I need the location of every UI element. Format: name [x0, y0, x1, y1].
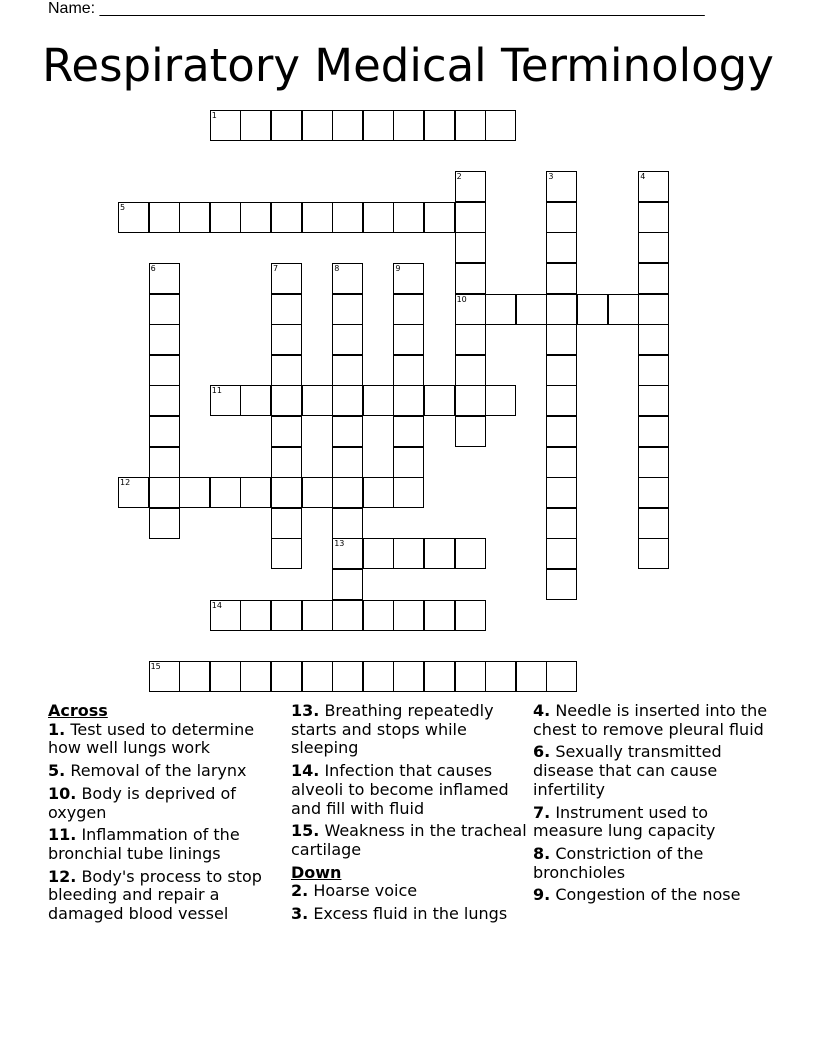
- clue-number: 7: [273, 264, 279, 273]
- grid-cell[interactable]: [455, 538, 486, 569]
- grid-cell[interactable]: [332, 385, 363, 416]
- grid-cell[interactable]: [546, 569, 577, 600]
- grid-cell[interactable]: [638, 416, 669, 447]
- grid-cell[interactable]: [332, 508, 363, 539]
- grid-cell[interactable]: [149, 661, 180, 692]
- grid-cell[interactable]: [149, 294, 180, 325]
- clue-number: 8: [334, 264, 340, 273]
- grid-cell[interactable]: [332, 416, 363, 447]
- grid-cell[interactable]: [485, 661, 516, 692]
- grid-cell[interactable]: [393, 294, 424, 325]
- grid-cell[interactable]: [485, 294, 516, 325]
- clue-across-11: 11. Inflammation of the bronchial tube linings: [48, 825, 240, 863]
- grid-cell[interactable]: [179, 661, 210, 692]
- clue-number: 2: [456, 172, 462, 182]
- grid-cell[interactable]: [271, 263, 302, 294]
- grid-cell[interactable]: [118, 202, 149, 233]
- clue-number: 14: [211, 600, 222, 610]
- grid-cell[interactable]: [271, 202, 302, 233]
- grid-cell[interactable]: [424, 385, 455, 416]
- clue-number: 9: [395, 264, 401, 273]
- grid-cell[interactable]: [393, 202, 424, 233]
- grid-cell[interactable]: [210, 202, 241, 233]
- grid-cell[interactable]: [455, 294, 486, 325]
- grid-cell[interactable]: [546, 661, 577, 692]
- clue-number: 5: [120, 202, 126, 212]
- grid-cell[interactable]: [271, 600, 302, 631]
- grid-cell[interactable]: [455, 263, 486, 294]
- clue-across-10: 10. Body is deprived of oxygen: [48, 783, 236, 822]
- grid-cell[interactable]: [149, 477, 180, 508]
- grid-cell[interactable]: [149, 263, 180, 294]
- grid-cell[interactable]: [393, 538, 424, 569]
- grid-cell[interactable]: [363, 538, 394, 569]
- grid-cell[interactable]: [332, 600, 363, 631]
- grid-cell[interactable]: [332, 263, 363, 294]
- grid-cell[interactable]: [210, 477, 241, 508]
- grid-cell[interactable]: [302, 385, 333, 416]
- grid-cell[interactable]: [363, 385, 394, 416]
- grid-cell[interactable]: [332, 538, 363, 569]
- clue-number: 3: [548, 172, 554, 182]
- grid-cell[interactable]: [608, 294, 639, 325]
- grid-cell[interactable]: [210, 385, 241, 416]
- grid-cell[interactable]: [516, 294, 547, 325]
- clue-down-3: 3. Excess fluid in the lungs: [291, 904, 508, 924]
- clues-column-3: [533, 702, 773, 909]
- grid-cell[interactable]: [546, 538, 577, 569]
- grid-cell[interactable]: [546, 263, 577, 294]
- clue-across-15: 15. Weakness in the tracheal cartilage: [291, 821, 527, 859]
- grid-cell[interactable]: [393, 385, 424, 416]
- grid-cell[interactable]: [240, 600, 271, 631]
- grid-cell[interactable]: [638, 232, 669, 263]
- grid-cell[interactable]: [546, 385, 577, 416]
- grid-cell[interactable]: [363, 661, 394, 692]
- clue-down-8: 8. Constriction of the bronchioles: [533, 843, 704, 882]
- clue-down-9: 9. Congestion of the nose: [533, 885, 741, 905]
- grid-cell[interactable]: [363, 600, 394, 631]
- grid-cell[interactable]: [638, 263, 669, 294]
- grid-cell[interactable]: [149, 355, 180, 386]
- clue-number: 11: [211, 386, 222, 396]
- grid-cell[interactable]: [546, 324, 577, 355]
- grid-cell[interactable]: [271, 110, 302, 141]
- grid-cell[interactable]: [638, 355, 669, 386]
- grid-cell[interactable]: [424, 110, 455, 141]
- grid-cell[interactable]: [455, 324, 486, 355]
- clue-across-13: 13. Breathing repeatedly starts and stops while sleeping: [291, 701, 494, 758]
- clue-number: 12: [120, 478, 131, 488]
- clue-number: 13: [334, 539, 345, 549]
- grid-cell[interactable]: [455, 416, 486, 447]
- grid-cell[interactable]: [210, 110, 241, 141]
- grid-cell[interactable]: [302, 202, 333, 233]
- clues-column-2: [291, 702, 527, 928]
- grid-cell[interactable]: [638, 202, 669, 233]
- grid-cell[interactable]: [149, 324, 180, 355]
- grid-cell[interactable]: [302, 600, 333, 631]
- grid-cell[interactable]: [179, 202, 210, 233]
- grid-cell[interactable]: [424, 538, 455, 569]
- clues-column-1: [48, 702, 280, 928]
- grid-cell[interactable]: [271, 355, 302, 386]
- grid-cell[interactable]: [455, 110, 486, 141]
- grid-cell[interactable]: [393, 447, 424, 478]
- grid-cell[interactable]: [393, 355, 424, 386]
- grid-cell[interactable]: [240, 110, 271, 141]
- grid-cell[interactable]: [332, 355, 363, 386]
- down-heading: Down: [291, 862, 342, 882]
- grid-cell[interactable]: [546, 232, 577, 263]
- grid-cell[interactable]: [149, 202, 180, 233]
- grid-cell[interactable]: [240, 661, 271, 692]
- clue-number: 6: [150, 264, 156, 273]
- clue-down-7: 7. Instrument used to measure lung capacity: [533, 802, 716, 841]
- grid-cell[interactable]: [271, 447, 302, 478]
- grid-cell[interactable]: [424, 202, 455, 233]
- grid-cell[interactable]: [271, 477, 302, 508]
- grid-cell[interactable]: [546, 477, 577, 508]
- clue-across-14: 14. Infection that causes alveoli to become inflamed and fill with fluid: [291, 761, 509, 818]
- grid-cell[interactable]: [240, 202, 271, 233]
- grid-cell[interactable]: [455, 600, 486, 631]
- grid-cell[interactable]: [240, 477, 271, 508]
- clue-number: 4: [640, 172, 646, 182]
- grid-cell[interactable]: [638, 171, 669, 202]
- grid-cell[interactable]: [546, 202, 577, 233]
- grid-cell[interactable]: [363, 202, 394, 233]
- grid-cell[interactable]: [455, 232, 486, 263]
- grid-cell[interactable]: [393, 416, 424, 447]
- clue-down-2: 2. Hoarse voice: [291, 881, 418, 901]
- grid-cell[interactable]: [271, 416, 302, 447]
- grid-cell[interactable]: [363, 110, 394, 141]
- grid-cell[interactable]: [149, 385, 180, 416]
- grid-cell[interactable]: [577, 294, 608, 325]
- grid-cell[interactable]: [210, 661, 241, 692]
- grid-cell[interactable]: [638, 385, 669, 416]
- grid-cell[interactable]: [638, 508, 669, 539]
- grid-cell[interactable]: [424, 600, 455, 631]
- grid-cell[interactable]: [271, 385, 302, 416]
- clue-number: 15: [150, 661, 161, 671]
- grid-cell[interactable]: [271, 508, 302, 539]
- grid-cell[interactable]: [455, 171, 486, 202]
- grid-cell[interactable]: [271, 324, 302, 355]
- grid-cell[interactable]: [302, 110, 333, 141]
- grid-cell[interactable]: [424, 661, 455, 692]
- clue-number: 10: [456, 294, 467, 304]
- grid-cell[interactable]: [332, 661, 363, 692]
- clue-down-6: 6. Sexually transmitted disease that can cause infertility: [533, 742, 722, 799]
- grid-cell[interactable]: [271, 294, 302, 325]
- grid-cell[interactable]: [638, 447, 669, 478]
- grid-cell[interactable]: [393, 661, 424, 692]
- grid-cell[interactable]: [546, 508, 577, 539]
- grid-cell[interactable]: [638, 294, 669, 325]
- grid-cell[interactable]: [332, 447, 363, 478]
- page-title: Respiratory Medical Terminology: [42, 39, 774, 92]
- grid-cell[interactable]: [271, 661, 302, 692]
- grid-cell[interactable]: [455, 202, 486, 233]
- grid-cell[interactable]: [638, 538, 669, 569]
- grid-cell[interactable]: [149, 447, 180, 478]
- grid-cell[interactable]: [118, 477, 149, 508]
- grid-cell[interactable]: [455, 661, 486, 692]
- clue-across-5: 5. Removal of the larynx: [48, 761, 247, 781]
- grid-cell[interactable]: [332, 202, 363, 233]
- grid-cell[interactable]: [546, 355, 577, 386]
- grid-cell[interactable]: [302, 661, 333, 692]
- grid-cell[interactable]: [485, 110, 516, 141]
- grid-cell[interactable]: [302, 477, 333, 508]
- across-heading: Across: [48, 701, 108, 720]
- grid-cell[interactable]: [149, 508, 180, 539]
- grid-cell[interactable]: [546, 416, 577, 447]
- grid-cell[interactable]: [393, 324, 424, 355]
- grid-cell[interactable]: [332, 477, 363, 508]
- clue-number: 1: [211, 111, 217, 120]
- grid-cell[interactable]: [393, 110, 424, 141]
- grid-cell[interactable]: [455, 355, 486, 386]
- grid-cell[interactable]: [638, 477, 669, 508]
- grid-cell[interactable]: [638, 324, 669, 355]
- grid-cell[interactable]: [516, 661, 547, 692]
- grid-cell[interactable]: [363, 477, 394, 508]
- grid-cell[interactable]: [546, 294, 577, 325]
- grid-cell[interactable]: [271, 538, 302, 569]
- name-field-label: Name: ____________________________________________________________________: [48, 0, 705, 17]
- grid-cell[interactable]: [546, 171, 577, 202]
- grid-cell[interactable]: [546, 447, 577, 478]
- grid-cell[interactable]: [332, 569, 363, 600]
- grid-cell[interactable]: [332, 324, 363, 355]
- grid-cell[interactable]: [455, 385, 486, 416]
- grid-cell[interactable]: [393, 600, 424, 631]
- grid-cell[interactable]: [240, 385, 271, 416]
- grid-cell[interactable]: [393, 477, 424, 508]
- grid-cell[interactable]: [179, 477, 210, 508]
- grid-cell[interactable]: [485, 385, 516, 416]
- clue-across-1: 1. Test used to determine how well lungs work: [48, 719, 255, 758]
- clue-across-12: 12. Body's process to stop bleeding and repair a damaged blood vessel: [48, 866, 262, 924]
- grid-cell[interactable]: [393, 263, 424, 294]
- clue-down-4: 4. Needle is inserted into the chest to remove pleural fluid: [533, 701, 768, 739]
- grid-cell[interactable]: [332, 294, 363, 325]
- grid-cell[interactable]: [332, 110, 363, 141]
- grid-cell[interactable]: [149, 416, 180, 447]
- grid-cell[interactable]: [210, 600, 241, 631]
